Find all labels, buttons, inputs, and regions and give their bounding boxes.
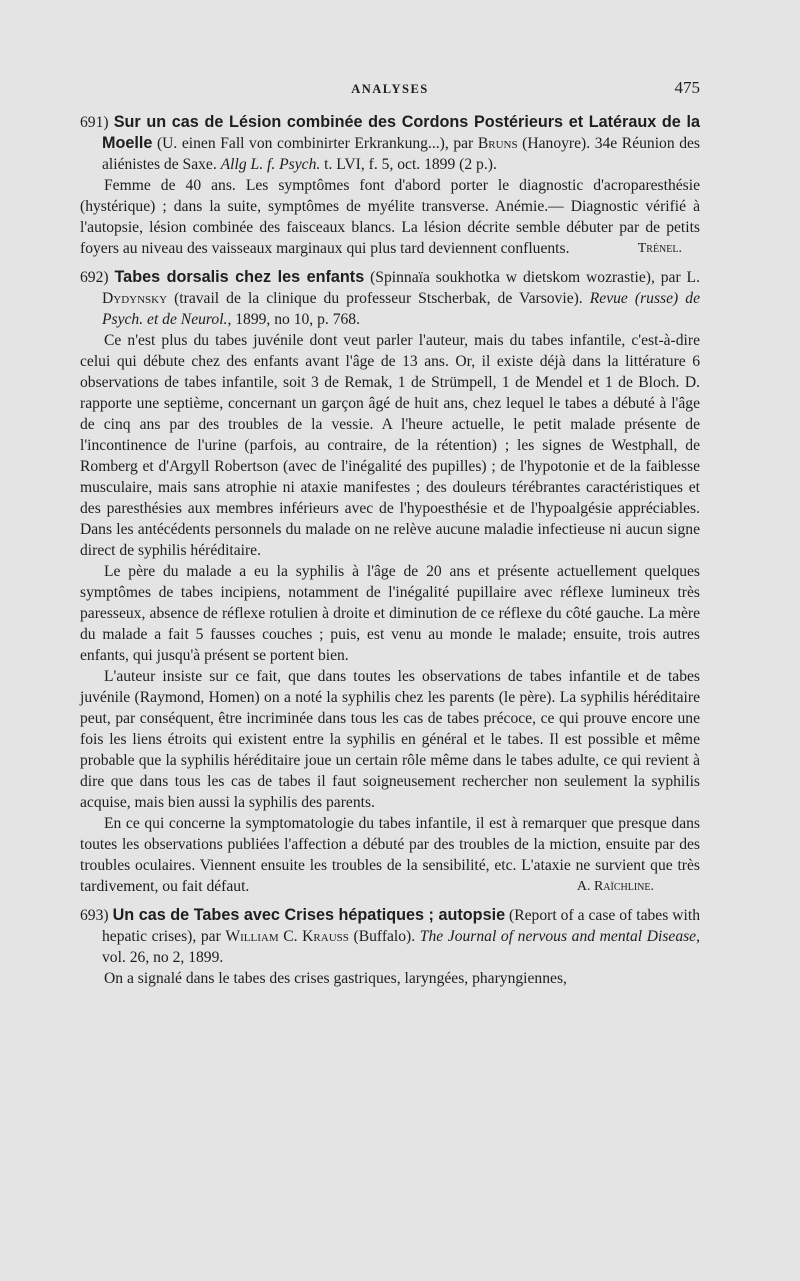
entry-paragraph: Femme de 40 ans. Les symptômes font d'abord porter le diagnostic d'acroparesthésie (hystérique) ; dans la suite, symptômes de myélite transverse. Anémie.— Diagnostic vérifié à l'autopsie, lésion combinée des faisceaux blancs. La lésion décrite semble débuter par de petits foyers au niveau des vaisseaux marginaux qui plus tard deviennent confluents. Trénel. (80, 177, 700, 257)
entry-heading (80, 112, 700, 175)
entry-title: Sur un cas de Lésion combinée des Cordons Postérieurs et Latéraux de la Moelle (102, 113, 700, 152)
entry-paragraph: En ce qui concerne la symptomatologie du tabes infantile, il est à remarquer que presque dans toutes les observations publiées l'affection a débuté par des troubles de la miction, ensuite par des troubles oculaires. Viennent ensuite les troubles de la sensibilité, etc. L'ataxie ne survient que très tardivement, ou fait défaut. A. Raïchline. (80, 815, 700, 895)
entry-number: 691) (80, 114, 109, 131)
entry-author: Bruns (477, 135, 518, 152)
entry-title: Un cas de Tabes avec Crises hépatiques ; autopsie (112, 906, 506, 924)
entry-heading (80, 267, 700, 330)
running-title: ANALYSES (351, 82, 429, 96)
entry-paragraph: On a signalé dans le tabes des crises gastriques, laryngées, pharyngiennes, (104, 970, 567, 987)
entry-journal: Revue (russe) de Psych. et de Neurol. (102, 290, 700, 328)
entry-reference-end: , 1899, no 10, p. 768. (227, 311, 360, 328)
entry-number: 692) (80, 269, 109, 286)
entry-paragraph: L'auteur insiste sur ce fait, que dans toutes les observations de tabes infantile et de tabes juvénile (Raymond, Homen) on a noté la syphilis chez les parents (le père). La syphilis héréditaire peut, par conséquent, être incriminée dans tous les cas de tabes précoce, ce qui prouve encore une fois les liens étroits qui existent entre la syphilis en général et le tabes. Il est possible et même probable que la syphilis héréditaire joue un certain rôle même dans le tabes adulte, ce qui revient à dire que dans tous les cas de tabes il faut soigneusement rechercher non seulement la syphilis acquise, mais bien aussi la syphilis des parents. (80, 668, 700, 811)
entry-heading (80, 905, 700, 968)
page-header (80, 78, 700, 102)
entry-reference-cont: (Hanoyre). 34e Réunion des aliénistes de Saxe. (102, 135, 701, 173)
entry-reference: (U. einen Fall von combinirter Erkrankung...), par (152, 135, 478, 152)
entry-reference-end: t. LVI, f. 5, oct. 1899 (2 p.). (320, 156, 497, 173)
abstract-entry-692 (80, 267, 700, 897)
entry-journal: The Journal of nervous and mental Disease (419, 928, 697, 945)
entry-number: 693) (80, 907, 109, 924)
entry-reference: (Report of a case of tabes with hepatic crises), par (102, 907, 700, 945)
entry-reference-cont: (Buffalo). (348, 928, 420, 945)
entry-author: Dydynsky (102, 290, 168, 307)
abstract-entry-691 (80, 112, 700, 259)
entry-paragraph: Le père du malade a eu la syphilis à l'âge de 20 ans et présente actuellement quelques symptômes de tabes incipiens, notamment de l'inégalité pupillaire avec réflexe lumineux très paresseux, absence de réflexe rotulien à droite et diminution de ce réflexe du côté gauche. La mère du malade a fait 5 fausses couches ; puis, est venu au monde le malade; ensuite, trois autres enfants, qui jusqu'à présent se portent bien. (80, 563, 700, 664)
entry-journal: Allg L. f. Psych. (220, 156, 321, 173)
entry-author: William C. Krauss (225, 928, 349, 945)
entry-signature: Trénel. (637, 241, 682, 256)
entry-paragraph: Ce n'est plus du tabes juvénile dont veut parler l'auteur, mais du tabes infantile, c'est-à-dire celui qui débute chez des enfants avant l'âge de 13 ans. Or, il existe déjà dans la littérature 6 observations de tabes infantile, soit 3 de Remak, 1 de Strümpell, 1 de Mendel et 1 de Bloch. D. rapporte une septième, concernant un garçon âgé de huit ans, chez lequel le tabes a débuté à l'âge de cinq ans par des troubles de la vessie. A l'heure actuelle, le petit malade présente de l'incontinence de l'urine (parfois, au contraire, de la rétention) ; les signes de Westphall, de Romberg et d'Argyll Robertson (avec de l'inégalité des pupilles) ; de l'hypotonie et de la faiblesse musculaire, mais sans atrophie ni ataxie manifestes ; des douleurs térébrantes caractéristiques et des paresthésies aux membres inférieurs avec de l'hypoesthésie et de l'hypoalgésie appréciables. Dans les antécédents personnels du malade on ne relève aucune maladie infectieuse ni aucun signe direct de syphilis héréditaire. (80, 332, 700, 559)
entry-title: Tabes dorsalis chez les enfants (114, 268, 365, 286)
entry-reference: (Spinnaïa soukhotka w dietskom wozrastie), par L. (364, 269, 700, 286)
entry-reference-cont: (travail de la clinique du professeur Stscherbak, de Varsovie). (167, 290, 590, 307)
page-number: 475 (674, 78, 700, 97)
abstract-entry-693 (80, 905, 700, 989)
page-body (80, 112, 700, 997)
entry-signature: A. Raïchline. (576, 879, 654, 894)
entry-reference-end: , vol. 26, no 2, 1899. (102, 928, 701, 966)
